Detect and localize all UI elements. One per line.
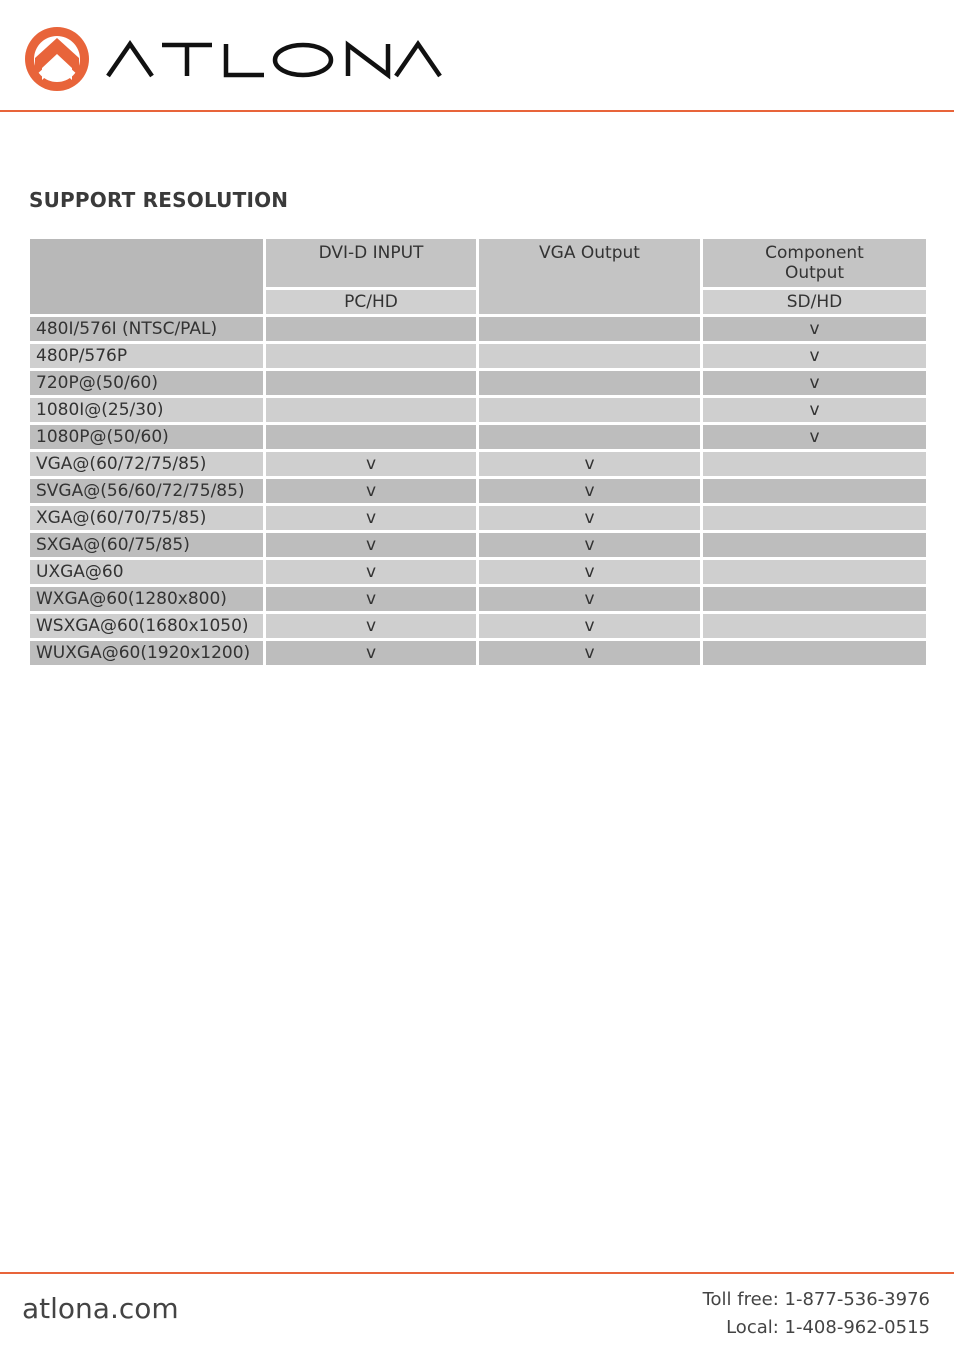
table-row [30,371,926,395]
atlona-wordmark [104,42,444,78]
vga-cell: v [479,479,700,503]
table-row [30,560,926,584]
vga-cell [479,317,700,341]
local-number: Local: 1-408-962-0515 [726,1317,930,1338]
table-row [30,641,926,665]
vga-cell: v [479,641,700,665]
resolution-cell: WUXGA@60(1920x1200) [30,641,263,665]
resolution-cell: VGA@(60/72/75/85) [30,452,263,476]
component-cell: v [703,371,926,395]
dvi-cell: v [266,641,476,665]
vga-cell: v [479,560,700,584]
resolution-cell: 1080I@(25/30) [30,398,263,422]
component-cell: v [703,398,926,422]
vga-cell [479,371,700,395]
resolution-cell: UXGA@60 [30,560,263,584]
dvi-cell [266,398,476,422]
resolution-cell: SXGA@(60/75/85) [30,533,263,557]
resolution-cell: 480P/576P [30,344,263,368]
dvi-cell: v [266,479,476,503]
resolution-cell: WSXGA@60(1680x1050) [30,614,263,638]
dvi-cell [266,317,476,341]
component-cell: v [703,317,926,341]
dvi-cell: v [266,533,476,557]
footer-divider [0,1272,954,1274]
table-row [30,344,926,368]
dvi-cell [266,425,476,449]
resolution-cell: 480I/576I (NTSC/PAL) [30,317,263,341]
resolution-cell: XGA@(60/70/75/85) [30,506,263,530]
header-component-sub: SD/HD [703,290,926,314]
component-cell: v [703,344,926,368]
component-cell [703,533,926,557]
table-row [30,479,926,503]
dvi-cell: v [266,452,476,476]
resolution-table [27,236,929,668]
contact-info [703,1286,930,1342]
table-row [30,587,926,611]
component-cell [703,506,926,530]
component-cell [703,560,926,584]
header-component: Component Output [703,239,926,287]
resolution-cell: WXGA@60(1280x800) [30,587,263,611]
component-cell [703,452,926,476]
vga-cell: v [479,452,700,476]
website-link[interactable]: atlona.com [22,1292,179,1325]
header-corner-cell [30,239,263,314]
vga-cell: v [479,506,700,530]
atlona-logo-mark-icon [22,24,92,94]
resolution-cell: 720P@(50/60) [30,371,263,395]
logo-text: ATLONA [442,76,446,77]
resolution-cell: 1080P@(50/60) [30,425,263,449]
table-header-row [30,239,926,287]
dvi-cell: v [266,560,476,584]
vga-cell: v [479,587,700,611]
vga-cell: v [479,533,700,557]
table-row [30,506,926,530]
atlona-logo [22,24,446,94]
component-cell: v [703,425,926,449]
header-vga: VGA Output [479,239,700,314]
page-header [0,0,954,112]
header-dvi-sub: PC/HD [266,290,476,314]
vga-cell [479,398,700,422]
table-row [30,425,926,449]
component-cell [703,479,926,503]
table-row [30,614,926,638]
vga-cell: v [479,614,700,638]
dvi-cell [266,371,476,395]
toll-free-number: Toll free: 1-877-536-3976 [702,1289,930,1310]
dvi-cell: v [266,614,476,638]
component-cell [703,614,926,638]
component-cell [703,587,926,611]
table-row [30,317,926,341]
section-title: SUPPORT RESOLUTION [29,188,289,212]
table-row [30,533,926,557]
vga-cell [479,344,700,368]
dvi-cell: v [266,506,476,530]
table-row [30,398,926,422]
dvi-cell [266,344,476,368]
header-dvi: DVI-D INPUT [266,239,476,287]
table-row [30,452,926,476]
dvi-cell: v [266,587,476,611]
resolution-cell: SVGA@(56/60/72/75/85) [30,479,263,503]
header-divider [0,110,954,112]
vga-cell [479,425,700,449]
component-cell [703,641,926,665]
